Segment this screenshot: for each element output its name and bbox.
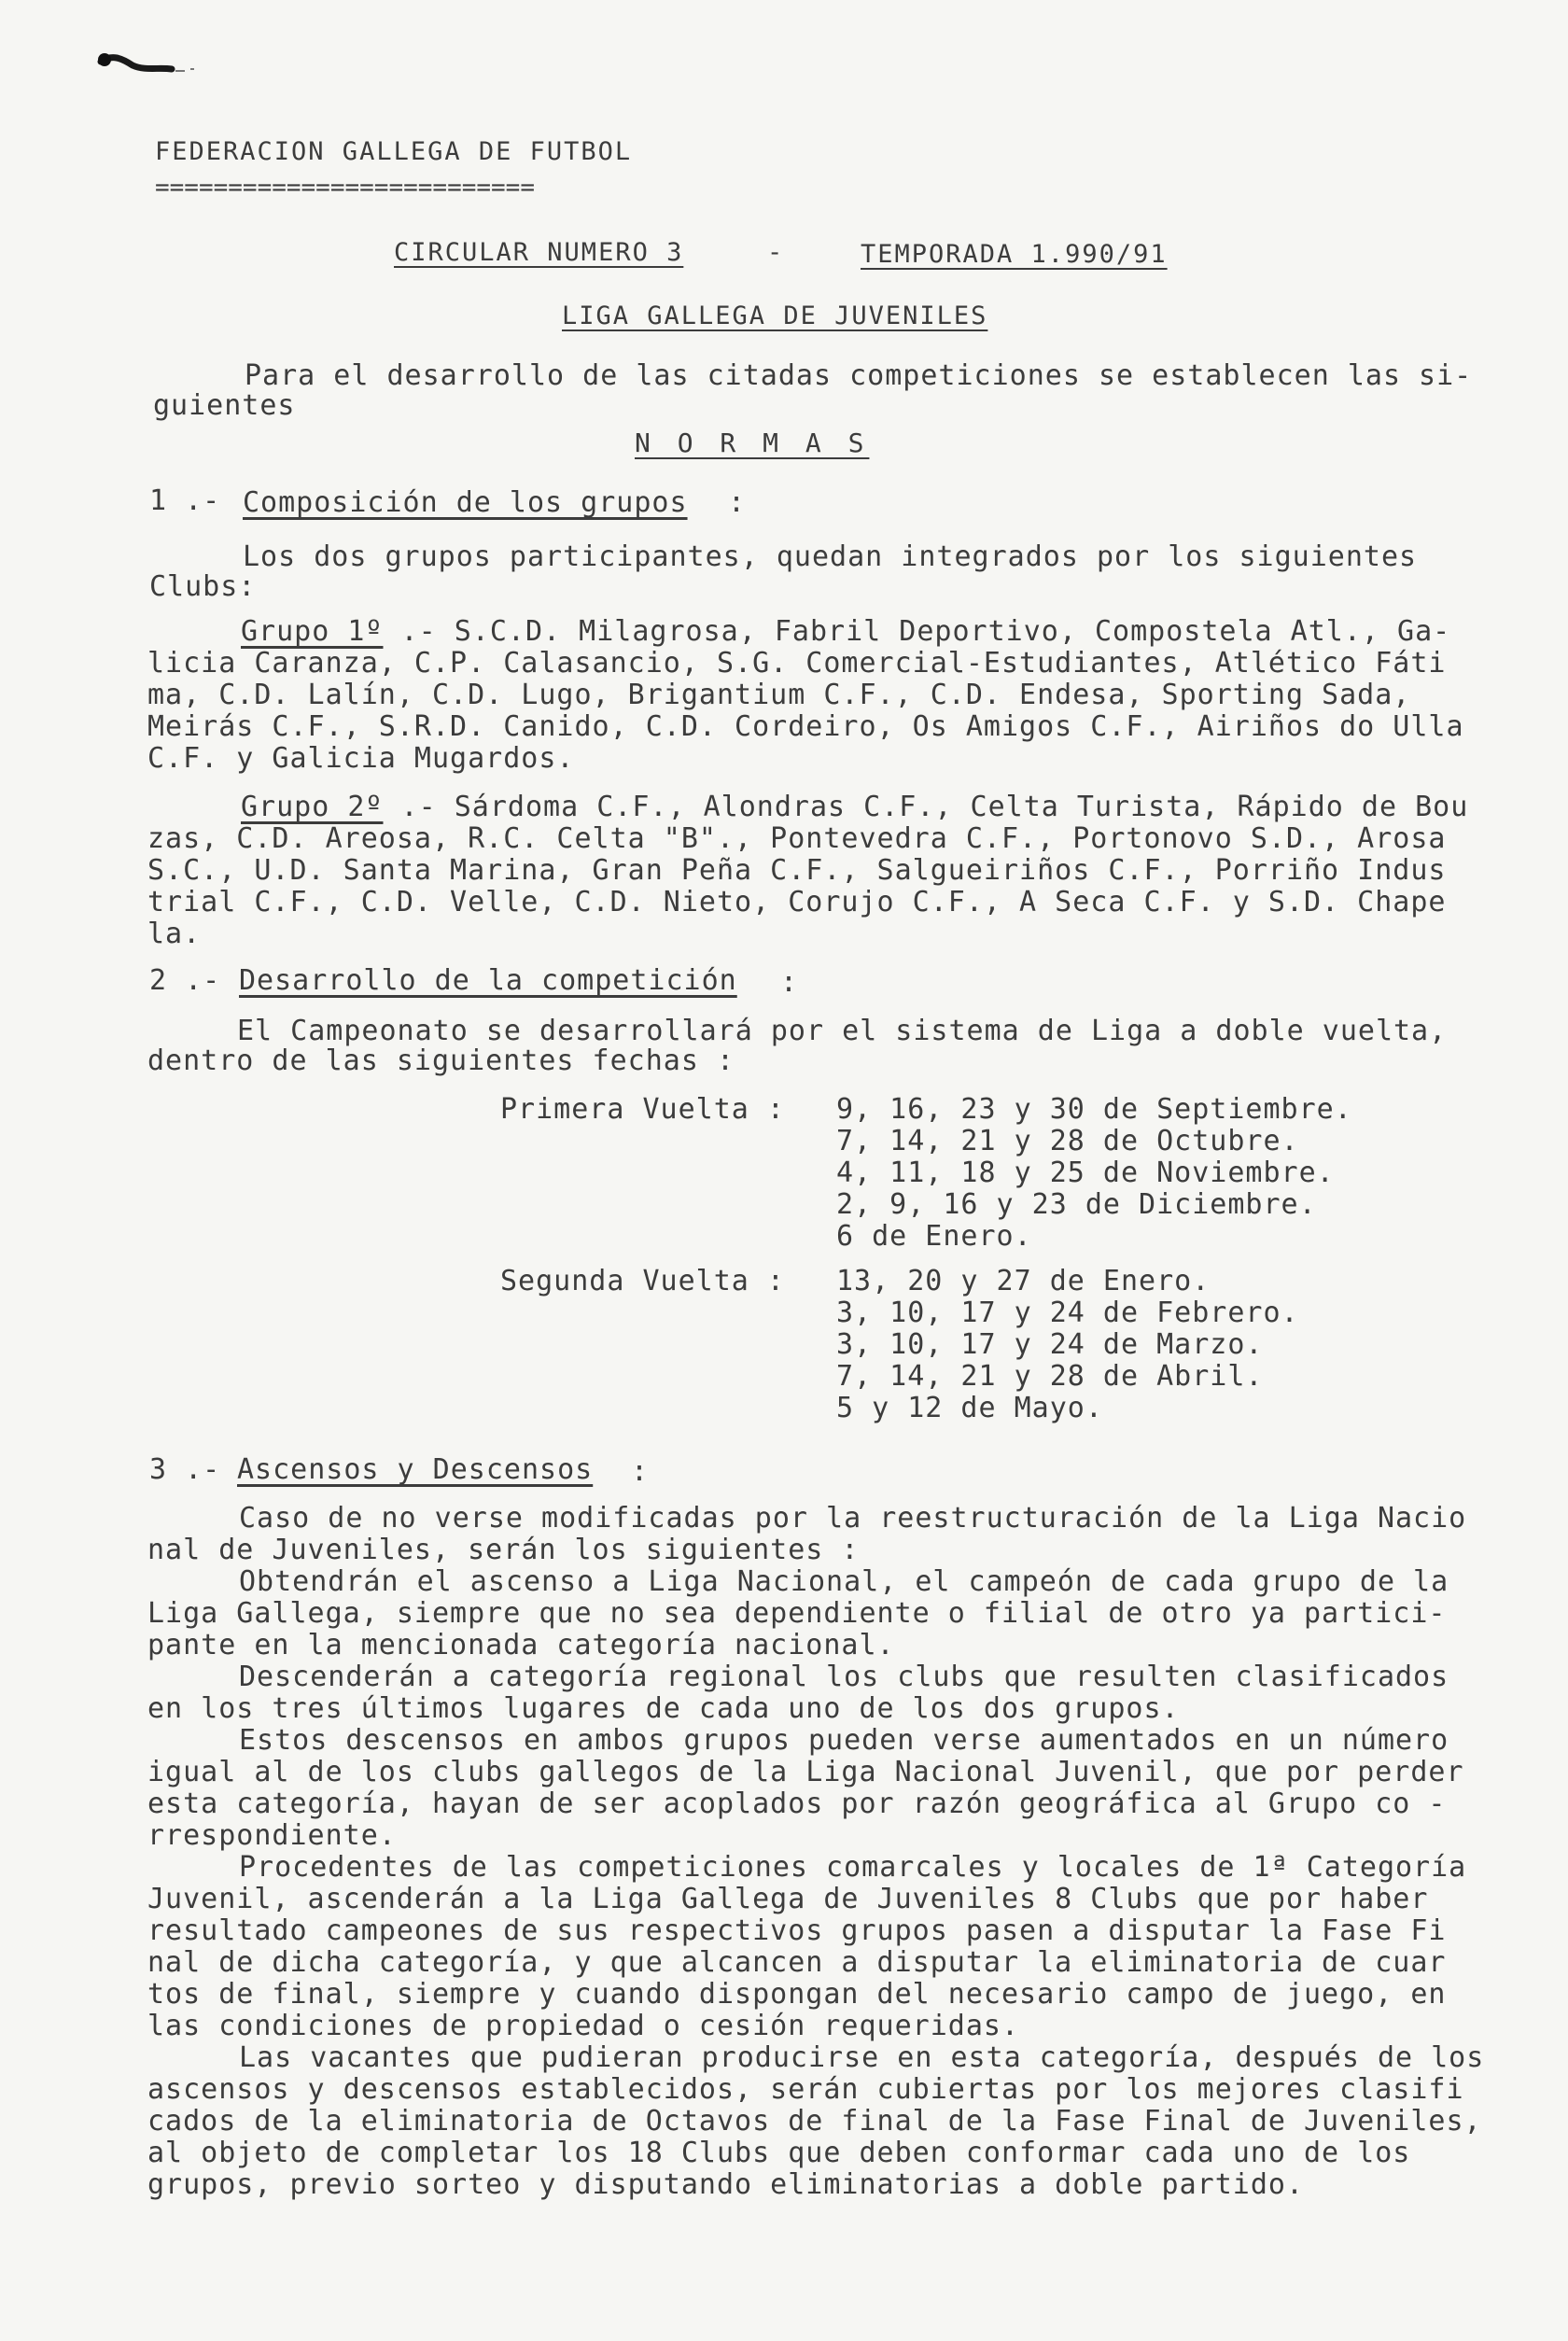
section-3-line: Las vacantes que pudieran producirse en esta categoría, después de los xyxy=(239,2041,1485,2074)
section-3-line: Juvenil, ascenderán a la Liga Gallega de Juveniles 8 Clubs que por haber xyxy=(147,1883,1429,1915)
section-3-line: igual al de los clubs gallegos de la Liga Nacional Juvenil, que por perder xyxy=(147,1756,1464,1788)
group-1-text-1: .- S.C.D. Milagrosa, Fabril Deportivo, Compostela Atl., Ga- xyxy=(383,615,1451,648)
section-3-line: resultado campeones de sus respectivos grupos pasen a disputar la Fase Fi xyxy=(147,1914,1447,1947)
section-2-para-line-1: El Campeonato se desarrollará por el sistema de Liga a doble vuelta, xyxy=(237,1015,1448,1047)
intro-line-1: Para el desarrollo de las citadas competiciones se establecen las si- xyxy=(245,359,1473,392)
section-3-number: 3 .- xyxy=(149,1453,221,1486)
section-1-para-line-2: Clubs: xyxy=(149,570,257,603)
section-3-line: cados de la eliminatoria de Octavos de final de la Fase Final de Juveniles, xyxy=(147,2105,1482,2138)
section-3-line: esta categoría, hayan de ser acoplados por razón geográfica al Grupo co - xyxy=(147,1787,1447,1820)
section-3-line: al objeto de completar los 18 Clubs que deben conformar cada uno de los xyxy=(147,2137,1411,2169)
ink-smudge-mark xyxy=(93,49,196,80)
header-dash: - xyxy=(767,238,785,267)
group-2-label: Grupo 2º xyxy=(241,791,384,823)
section-3-colon: : xyxy=(631,1455,650,1488)
group-2-line-3: S.C., U.D. Santa Marina, Gran Peña C.F., Salgueiriños C.F., Porriño Indus xyxy=(147,854,1447,887)
primera-vuelta-date-4: 2, 9, 16 y 23 de Diciembre. xyxy=(836,1188,1317,1221)
group-2-line-4: trial C.F., C.D. Velle, C.D. Nieto, Corujo C.F., A Seca C.F. y S.D. Chape xyxy=(147,886,1447,918)
section-3-line: nal de dicha categoría, y que alcancen a disputar la eliminatoria de cuar xyxy=(147,1946,1447,1979)
section-1-number: 1 .- xyxy=(149,484,221,517)
section-1-title: Composición de los grupos xyxy=(243,486,688,519)
group-1-line-4: Meirás C.F., S.R.D. Canido, C.D. Cordeiro, Os Amigos C.F., Airiños do Ulla xyxy=(147,710,1464,743)
section-3-line: Liga Gallega, siempre que no sea dependiente o filial de otro ya partici- xyxy=(147,1597,1447,1630)
org-title: FEDERACION GALLEGA DE FUTBOL xyxy=(155,137,633,166)
primera-vuelta-label: Primera Vuelta : xyxy=(500,1093,785,1126)
group-2-line-1 xyxy=(241,792,1468,823)
section-3-line: rrespondiente. xyxy=(147,1819,397,1852)
section-1-para-line-1: Los dos grupos participantes, quedan integrados por los siguientes xyxy=(243,540,1418,573)
section-2-para-line-2: dentro de las siguientes fechas : xyxy=(147,1044,735,1077)
section-3-line: grupos, previo sorteo y disputando eliminatorias a doble partido. xyxy=(147,2168,1304,2201)
group-2-text-1: .- Sárdoma C.F., Alondras C.F., Celta Turista, Rápido de Bou xyxy=(383,791,1469,823)
section-3-line: pante en la mencionada categoría nacional. xyxy=(147,1629,895,1661)
section-3-line: tos de final, siempre y cuando dispongan del necesario campo de juego, en xyxy=(147,1978,1447,2011)
segunda-vuelta-date-1: 13, 20 y 27 de Enero. xyxy=(836,1265,1211,1297)
section-3-line: Obtendrán el ascenso a Liga Nacional, el campeón de cada grupo de la xyxy=(239,1565,1449,1598)
segunda-vuelta-date-5: 5 y 12 de Mayo. xyxy=(836,1392,1103,1424)
group-1-label: Grupo 1º xyxy=(241,615,384,648)
group-2-line-5: la. xyxy=(147,918,202,950)
section-2-number: 2 .- xyxy=(149,964,221,997)
section-3-title: Ascensos y Descensos xyxy=(237,1453,594,1486)
primera-vuelta-date-1: 9, 16, 23 y 30 de Septiembre. xyxy=(836,1093,1352,1126)
primera-vuelta-date-5: 6 de Enero. xyxy=(836,1220,1032,1253)
section-3-line: Caso de no verse modificadas por la reestructuración de la Liga Nacio xyxy=(239,1502,1467,1535)
intro-line-2: guientes xyxy=(153,389,296,422)
section-3-line: ascensos y descensos establecidos, serán cubiertas por los mejores clasifi xyxy=(147,2073,1464,2106)
normas-heading: N O R M A S xyxy=(635,428,870,458)
section-1-colon: : xyxy=(728,486,747,519)
section-3-line: en los tres últimos lugares de cada uno de los dos grupos. xyxy=(147,1692,1180,1725)
group-1-line-2: licia Caranza, C.P. Calasancio, S.G. Comercial-Estudiantes, Atlético Fáti xyxy=(147,647,1447,680)
competition-subtitle: LIGA GALLEGA DE JUVENILES xyxy=(562,301,988,330)
section-3-line: Estos descensos en ambos grupos pueden verse aumentados en un número xyxy=(239,1724,1449,1757)
section-3-line: Procedentes de las competiciones comarcales y locales de 1ª Categoría xyxy=(239,1851,1467,1884)
section-3-line: nal de Juveniles, serán los siguientes : xyxy=(147,1534,860,1566)
title-rule: ========================== xyxy=(155,174,535,202)
season-label: TEMPORADA 1.990/91 xyxy=(861,240,1168,269)
segunda-vuelta-date-2: 3, 10, 17 y 24 de Febrero. xyxy=(836,1297,1299,1329)
primera-vuelta-date-3: 4, 11, 18 y 25 de Noviembre. xyxy=(836,1156,1335,1189)
section-2-colon: : xyxy=(780,966,799,999)
segunda-vuelta-date-4: 7, 14, 21 y 28 de Abril. xyxy=(836,1360,1264,1393)
group-1-line-1 xyxy=(241,616,1450,648)
section-3-line: las condiciones de propiedad o cesión requeridas. xyxy=(147,2010,1020,2042)
primera-vuelta-date-2: 7, 14, 21 y 28 de Octubre. xyxy=(836,1125,1299,1157)
group-1-line-3: ma, C.D. Lalín, C.D. Lugo, Brigantium C.F., C.D. Endesa, Sporting Sada, xyxy=(147,679,1411,711)
segunda-vuelta-date-3: 3, 10, 17 y 24 de Marzo. xyxy=(836,1328,1264,1361)
group-2-line-2: zas, C.D. Areosa, R.C. Celta "B"., Pontevedra C.F., Portonovo S.D., Arosa xyxy=(147,822,1447,855)
section-2-title: Desarrollo de la competición xyxy=(239,964,737,997)
segunda-vuelta-label: Segunda Vuelta : xyxy=(500,1265,785,1297)
section-3-line: Descenderán a categoría regional los clubs que resulten clasificados xyxy=(239,1661,1449,1693)
circular-number: CIRCULAR NUMERO 3 xyxy=(394,238,684,267)
group-1-line-5: C.F. y Galicia Mugardos. xyxy=(147,742,575,775)
